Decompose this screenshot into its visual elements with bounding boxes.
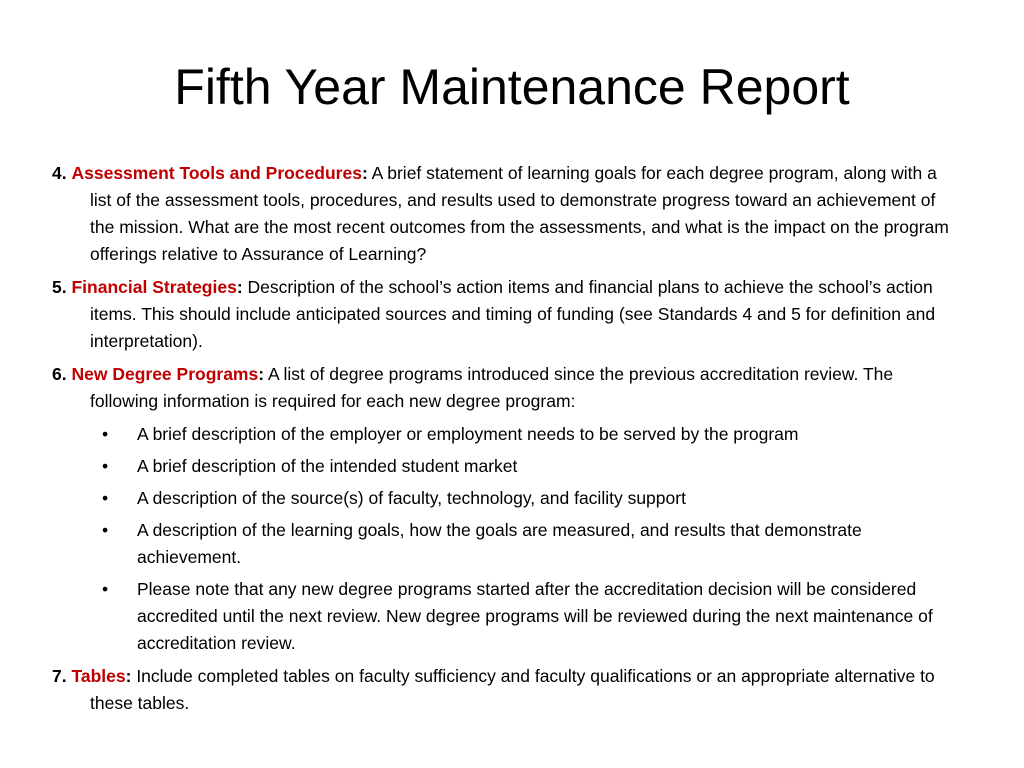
section-tables [52,663,952,717]
section-term: Financial Strategies [71,277,237,297]
section-new-degree-programs [52,361,952,415]
section-text: Include completed tables on faculty sufficiency and faculty qualifications or an appropriate alternative to these tables. [90,666,935,713]
list-item-text: A brief description of the employer or employment needs to be served by the program [137,424,799,444]
list-item-text: A description of the source(s) of faculty, technology, and facility support [137,488,686,508]
bullet-icon: • [102,456,109,476]
slide-title: Fifth Year Maintenance Report [174,59,850,115]
section-number: 5. [52,277,67,297]
list-item [52,517,952,571]
section-colon: : [125,666,132,686]
section-financial-strategies [52,274,952,355]
list-item-text: A description of the learning goals, how the goals are measured, and results that demonstrate achievement. [137,520,862,567]
section-text: A brief statement of learning goals for each degree program, along with a list of the assessment tools, procedures, and results used to demonstrate progress toward an achievement of the mission. What are the most recent outcomes from the assessments, and what is the impact on the program offerings relative to Assurance of Learning? [90,163,949,264]
section-number: 7. [52,666,67,686]
section-term: Tables [71,666,126,686]
section-text: Description of the school’s action items and financial plans to achieve the school’s action items. This should include anticipated sources and timing of funding (see Standards 4 and 5 for definition and interpretation). [90,277,936,351]
bullet-icon: • [102,579,109,599]
section-text: A list of degree programs introduced since the previous accreditation review. The following information is required for each new degree program: [90,364,894,411]
section-colon: : [236,277,243,297]
new-program-requirements-list [52,421,952,657]
slide-body [52,160,952,723]
bullet-icon: • [102,424,109,444]
section-colon: : [361,163,368,183]
bullet-icon: • [102,488,109,508]
section-term: New Degree Programs [71,364,259,384]
section-number: 4. [52,163,67,183]
section-assessment-tools [52,160,952,268]
section-term: Assessment Tools and Procedures [71,163,362,183]
list-item-text: Please note that any new degree programs started after the accreditation decision will be considered accredited until the next review. New degree programs will be reviewed during the next maintenance of accreditation review. [137,579,933,653]
list-item [52,485,952,512]
bullet-icon: • [102,520,109,540]
list-item [52,453,952,480]
section-colon: : [258,364,265,384]
list-item [52,421,952,448]
section-number: 6. [52,364,67,384]
list-item-text: A brief description of the intended student market [137,456,518,476]
list-item [52,576,952,657]
